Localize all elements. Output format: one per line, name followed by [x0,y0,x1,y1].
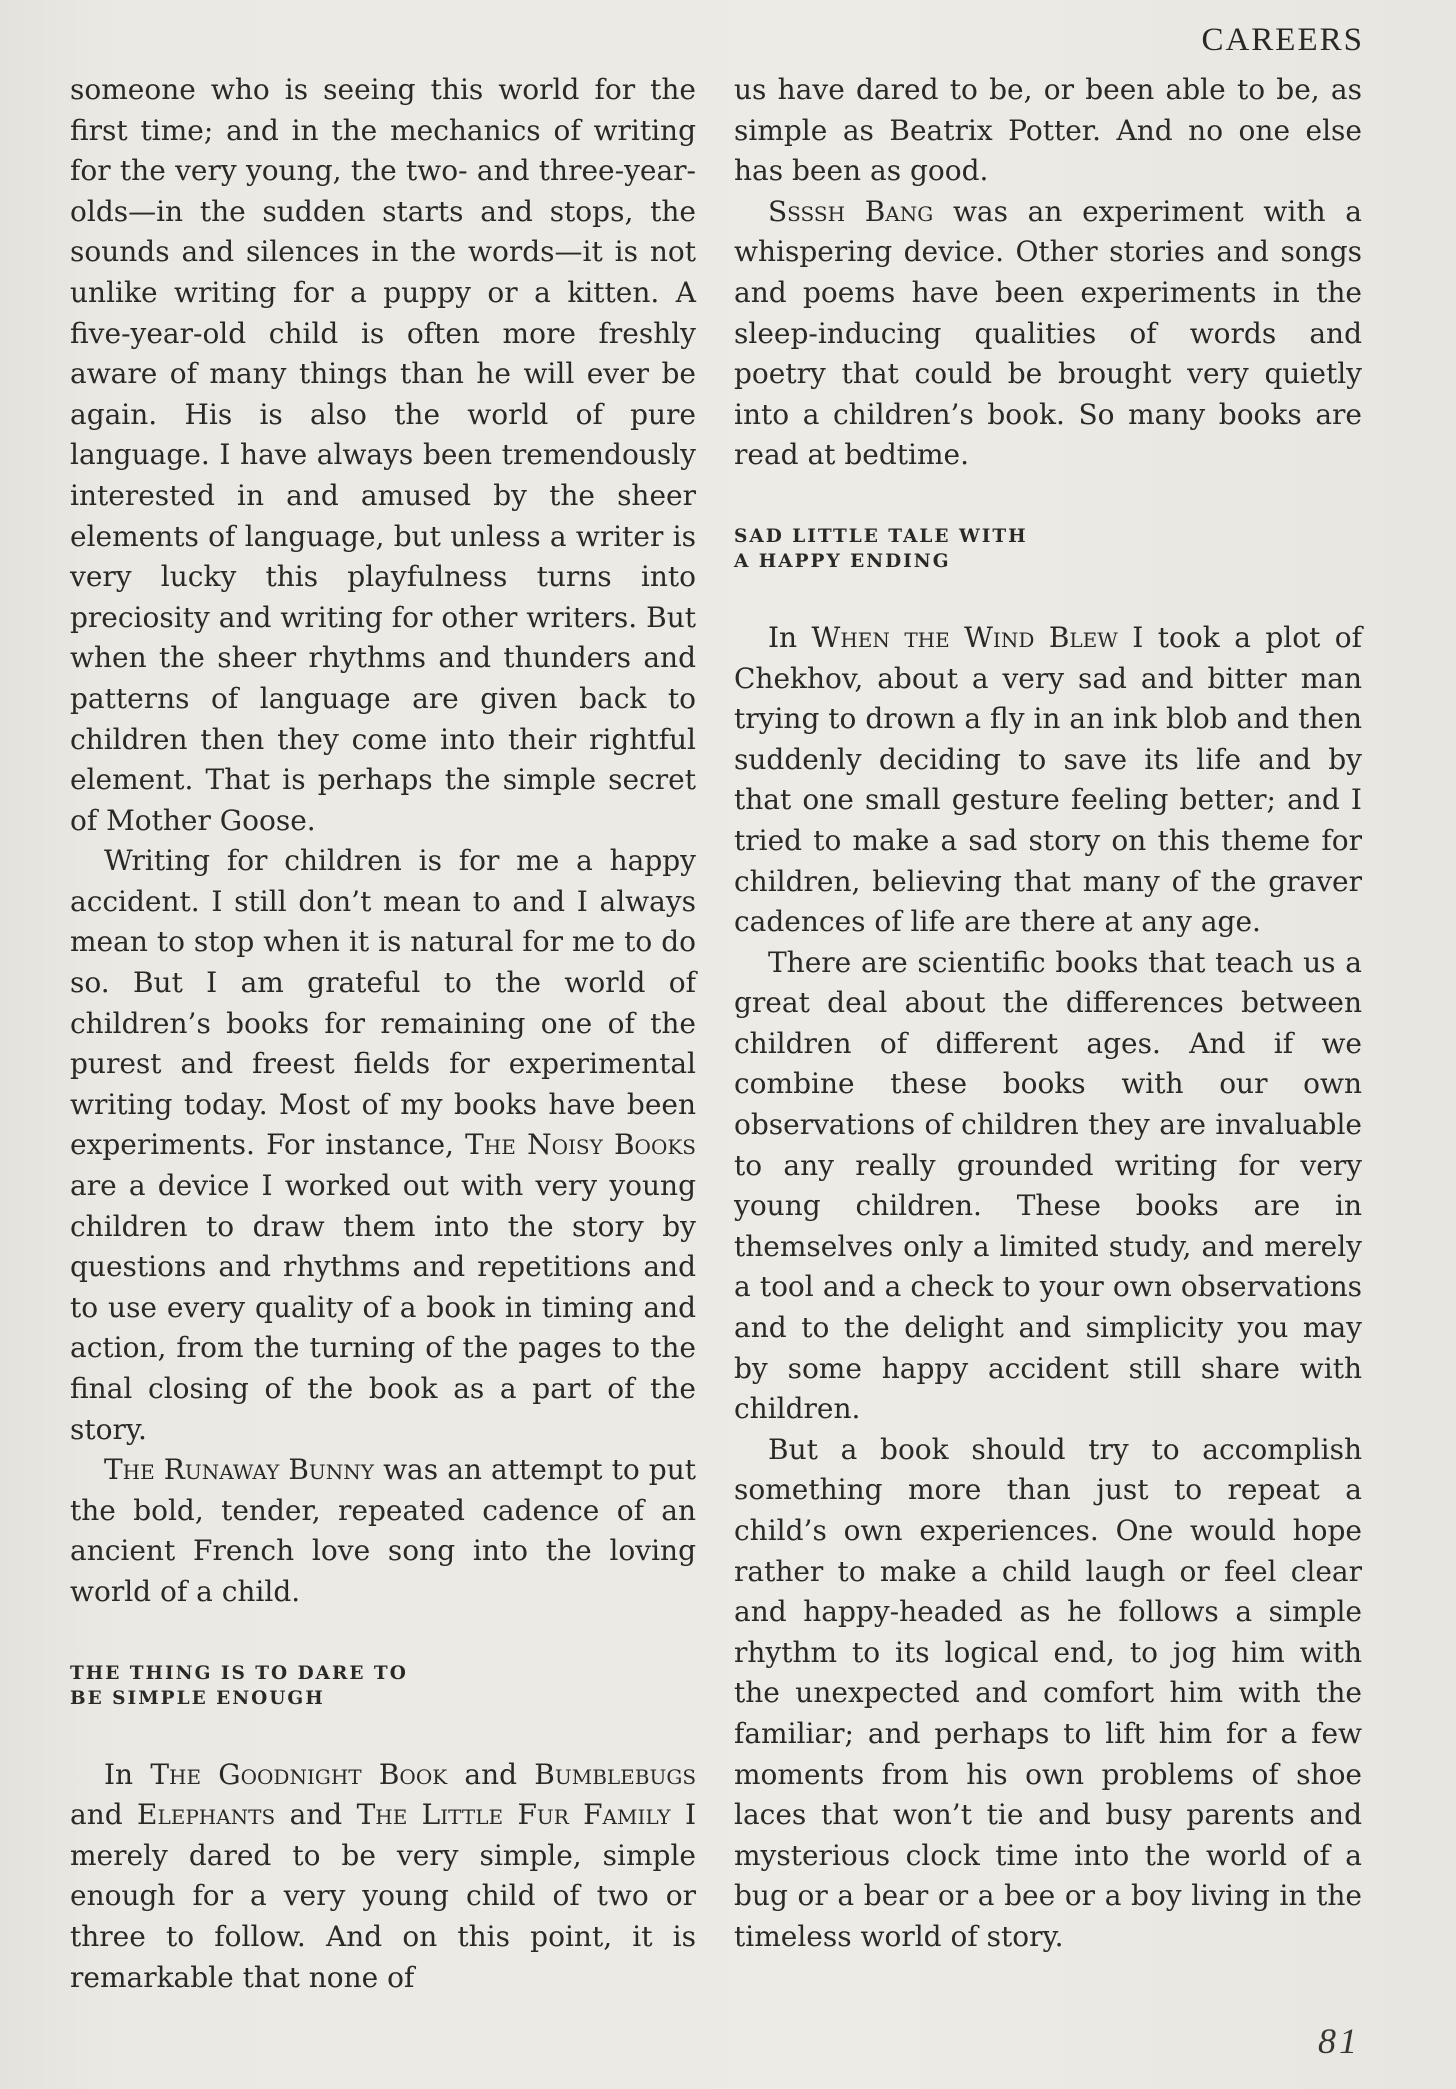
section-heading: THE THING IS TO DARE TO BE SIMPLE ENOUGH [70,1662,408,1709]
paragraph: us have dared to be, or been able to be, as simple as Beatrix Potter. And no one else has been as good. [734,73,1362,188]
paragraph-text: Writing for children is for me a happy accident. I still don’t mean to and I always mean to stop when it is natural for me to do so. But I am grateful to the world of children’s books for remaining one of the purest and freest fields for experimental writing today. Most of my books have been experiments. For instance, [70,844,696,1162]
paragraph [734,192,1362,476]
paragraph-text: and [464,1757,518,1791]
right-column [734,70,1362,1958]
paragraph-text: and [70,1798,123,1832]
page-number: 81 [1318,2021,1360,2061]
paragraph-text: are a device I worked out with very young children to draw them into the story by questions and rhythms and repetitions and to use every quality of a book in timing and action, from the turning of the pages to the final closing of the book as a part of the story. [70,1169,696,1446]
book-title: Bumblebugs [534,1757,697,1791]
paragraph-text: I merely dared to be very simple, simple enough for a very young child of two or three to follow. And on this point, it is remarkable that none of [70,1798,697,1994]
paragraph [70,841,696,1450]
paragraph [734,618,1362,943]
book-title: The Runaway Bunny [104,1453,374,1487]
paragraph-text: was an experiment with a whispering device. Other stories and songs and poems have been experiments in the sleep-inducing qualities of words and poetry that could be brought very quietly into a children’s book. So many books are read at bedtime. [734,194,1363,472]
paragraph-text: In [104,1757,134,1791]
book-title: The Noisy Books [465,1128,696,1162]
book-title: When the Wind Blew [811,620,1118,654]
running-head: CAREERS [1201,22,1364,58]
paragraph [70,1450,696,1612]
book-title: The Goodnight Book [150,1757,448,1791]
book-title: Ssssh Bang [768,194,934,228]
paragraph-text: I took a plot of Chekhov, about a very sad and bitter man trying to drown a fly in an ink blob and then suddenly deciding to save its life and by that one small gesture feeling better; and I tried to make a sad story on this theme for children, believing that many of the graver cadences of life are there at any age. [734,620,1362,939]
left-column [70,70,696,1998]
paragraph: But a book should try to accomplish something more than just to repeat a child’s own experiences. One would hope rather to make a child laugh or feel clear and happy-headed as he follows a simple rhythm to its logical end, to jog him with the unexpected and comfort him with the familiar; and perhaps to lift him for a few moments from his own problems of shoe laces that won’t tie and busy parents and mysterious clock time into the world of a bug or a bear or a bee or a boy living in the timeless world of story. [734,1432,1362,1953]
paragraph-text: and [289,1798,343,1832]
section-heading: SAD LITTLE TALE WITH A HAPPY ENDING [734,525,1028,572]
book-title: The Little Fur Family [356,1798,671,1832]
paragraph: There are scientific books that teach us a great deal about the differences between children of different ages. And if we combine these books with our own observations of children they are invaluable to any really grounded writing for very young children. These books are in themselves only a limited study, and merely a tool and a check to your own observations and to the delight and simplicity you may by some happy accident still share with children. [734,945,1362,1426]
paragraph: someone who is seeing this world for the first time; and in the mechanics of writing for the very young, the two- and three-year-olds—in the sudden starts and stops, the sounds and silences in the words—it is not unlike writing for a puppy or a kitten. A five-year-old child is often more freshly aware of many things than he will ever be again. His is also the world of pure language. I have always been tremendously interested in and amused by the sheer elements of language, but unless a writer is very lucky this playfulness turns into preciosity and writing for other writers. But when the sheer rhythms and thunders and patterns of language are given back to children then they come into their rightful element. That is perhaps the simple secret of Mother Goose. [70,73,696,837]
paragraph-text: was an attempt to put the bold, tender, repeated cadence of an ancient French love song into the loving world of a child. [70,1453,697,1608]
paragraph-text: In [768,620,798,654]
paragraph [70,1755,696,1999]
book-title: Elephants [137,1798,276,1832]
